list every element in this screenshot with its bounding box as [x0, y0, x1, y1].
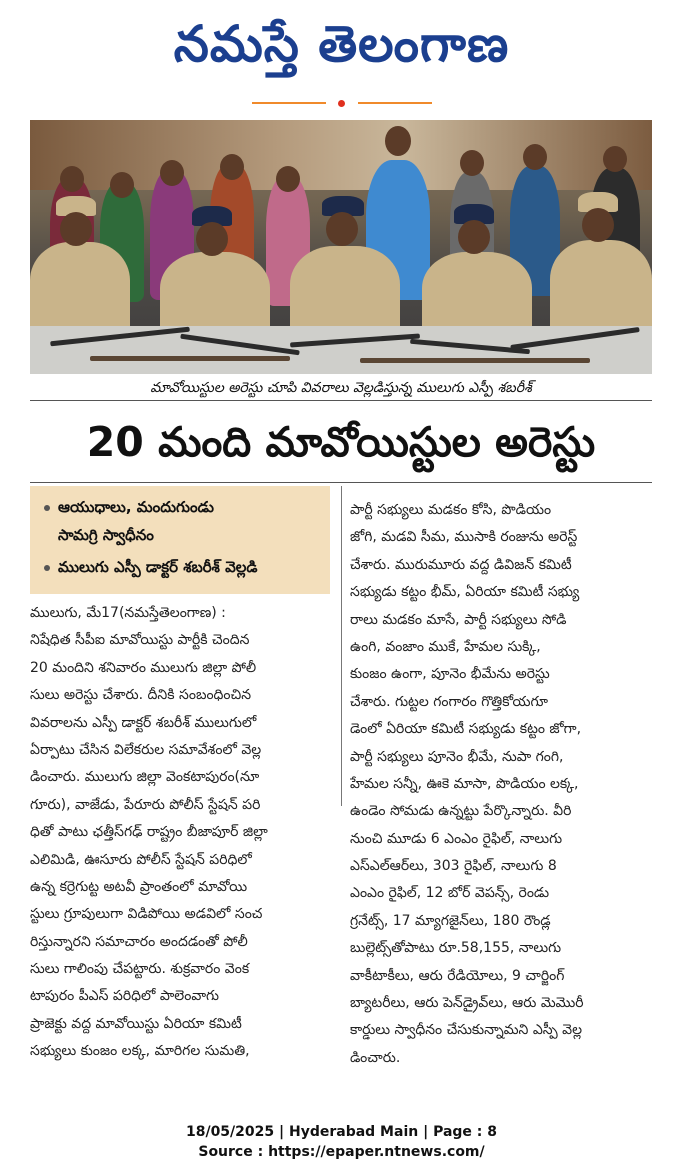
- article-line: రాలు మడకం మాసే, పార్టీ సభ్యులు సోడి: [350, 611, 567, 628]
- highlights-box: [30, 486, 330, 594]
- article-line: హేమల సన్నీ, ఊకె మాసా, పొడియం లక్క,: [350, 775, 579, 792]
- article-line: పార్టీ సభ్యులు మడకం కోసి, పొడియం: [350, 502, 552, 518]
- article-line: 20 మందిని శనివారం ములుగు జిల్లా పోలీ: [30, 659, 257, 676]
- article-line: బ్యాటరీలు, ఆరు పెన్‌డ్రైవ్‌లు, ఆరు మెమొరీ: [350, 995, 584, 1012]
- source-line: Source : https://epaper.ntnews.com/: [198, 1144, 485, 1160]
- article-line: వాకీటాకీలు, ఆరు రేడియోలు, 9 చార్జింగ్: [350, 967, 565, 984]
- article-line: పార్టీ సభ్యులు పూనెం భీమే, నుపా గంగి,: [350, 748, 564, 765]
- article-line: డెంలో ఏరియా కమిటీ సభ్యుడు కట్టం జోగా,: [350, 721, 582, 738]
- article-line: గూరు), వాజేడు, పేరూరు పోలీస్ స్టేషన్ పరి: [30, 796, 261, 813]
- article-line: డించారు.: [350, 1049, 401, 1066]
- column-rule: [341, 486, 342, 806]
- article-line: చేశారు. మురుమూరు వద్ద డివిజన్ కమిటీ: [350, 556, 572, 573]
- edition-line: 18/05/2025 | Hyderabad Main | Page : 8: [185, 1124, 498, 1140]
- article-line: నుంచి మూడు 6 ఎంఎం రైఫిల్, నాలుగు: [350, 830, 563, 847]
- article-line: రిస్తున్నారని సమాచారం అందడంతో పోలీ: [30, 933, 248, 950]
- masthead-title: నమస్తే తెలంగాణ: [173, 14, 510, 73]
- article-line: ఏర్పాటు చేసిన విలేకరుల సమావేశంలో వెల్ల: [30, 741, 262, 758]
- article-line: వివరాలను ఎస్పీ డాక్టర్ శబరీశ్ ములుగులో: [30, 714, 257, 731]
- article-line: ఎస్ఎల్ఆర్‌లు, 303 రైఫిల్, నాలుగు 8: [350, 858, 557, 875]
- article-line: ములుగు, మే17(నమస్తేతెలంగాణ) :: [30, 605, 226, 621]
- highlight-item: ఆయుధాలు, మందుగుండు: [44, 496, 214, 518]
- headline: 20 మంది మావోయిస్టుల అరెస్టు: [86, 418, 596, 466]
- article-line: స్టులు గ్రూపులుగా విడిపోయి అడవిలో సంచ: [30, 906, 263, 923]
- article-line: ప్రాజెక్టు వద్ద మావోయిస్టు ఏరియా కమిటీ: [30, 1015, 242, 1032]
- article-line: ధితో పాటు ఛత్తీస్‌గఢ్ రాష్ట్రం బీజాపూర్ జిల్లా: [30, 824, 268, 841]
- article-line: ఉండెం సోమడు ఉన్నట్టు పేర్కొన్నారు. వీరి: [350, 803, 572, 820]
- article-line: ఎలిమిడి, ఊసూరు పోలీస్ స్టేషన్ పరిధిలో: [30, 851, 252, 868]
- bullet-icon: [44, 565, 50, 571]
- article-line: చేశారు. గుట్టల గంగారం గొత్తికోయగూ: [350, 693, 549, 710]
- article-column-right: [350, 497, 650, 1072]
- masthead-ornament: [252, 100, 432, 106]
- article-line: కుంజం ఉంగా, పూనెం భీమేను అరెస్టు: [350, 666, 550, 683]
- bullet-icon: [44, 505, 50, 511]
- article-line: ఉంగి, వంజాం ముకే, హేమల సుక్కి,: [350, 638, 541, 655]
- article-line: సభ్యులు కుంజం లక్క, మారిగల సుమతి,: [30, 1043, 250, 1060]
- article-line: సభ్యుడు కట్టం భీమ్, ఏరియా కమిటీ సభ్యు: [350, 584, 580, 601]
- article-line: డించారు. ములుగు జిల్లా వెంకటాపురం(నూ: [30, 769, 260, 786]
- divider: [30, 482, 652, 483]
- article-line: ఉన్న కర్రెగుట్ట అటవీ ప్రాంతంలో మావోయి: [30, 878, 248, 895]
- article-line: సులు గాలింపు చేపట్టారు. శుక్రవారం వెంక: [30, 961, 250, 978]
- highlight-item-continued: సామగ్రి స్వాధీనం: [58, 526, 154, 544]
- article-line: కార్డులు స్వాధీనం చేసుకున్నామని ఎస్పీ వెల్ల: [350, 1022, 583, 1039]
- article-column-left: [30, 600, 330, 1066]
- article-line: గ్రనేట్స్, 17 మ్యాగజైన్‌లు, 180 రౌండ్ల: [350, 912, 551, 929]
- article-line: జోగి, మడవి సీమ, ముసాకి రంజును అరెస్ట్: [350, 529, 578, 546]
- highlight-item: ములుగు ఎస్పీ డాక్టర్ శబరీశ్ వెల్లడి: [44, 556, 258, 578]
- photo-caption: మావోయిస్టుల అరెస్టు చూపి వివరాలు వెల్లడిస్తున్న ములుగు ఎస్పీ శబరీశ్: [30, 376, 652, 401]
- article-line: బుల్లెట్స్‌తోపాటు రూ.58,155, నాలుగు: [350, 940, 562, 957]
- article-line: ఎంఎం రైఫిల్, 12 బోర్ వెపన్స్, రెండు: [350, 885, 550, 902]
- article-line: టాపురం పీఎస్ పరిధిలో పాలెంవాగు: [30, 988, 220, 1005]
- article-line: నిషేధిత సీపీఐ మావోయిస్టు పార్టీకి చెందిన: [30, 632, 250, 649]
- article-line: సులు అరెస్టు చేశారు. దీనికి సంబంధించిన: [30, 687, 252, 704]
- press-conference-photo: [30, 120, 652, 374]
